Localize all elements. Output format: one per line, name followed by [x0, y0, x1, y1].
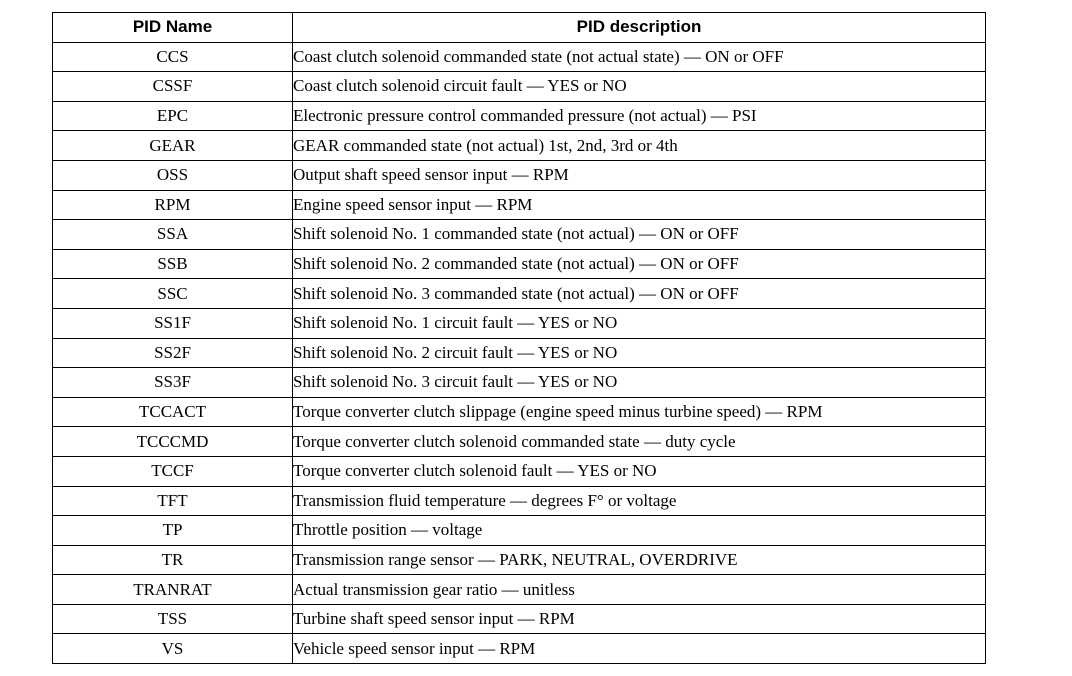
pid-name-cell: TP: [53, 516, 293, 546]
table-row: [53, 190, 986, 220]
pid-description-cell: Transmission range sensor — PARK, NEUTRAL, OVERDRIVE: [293, 545, 986, 575]
table-row: [53, 72, 986, 102]
pid-description-cell: Throttle position — voltage: [293, 516, 986, 546]
table-row: [53, 42, 986, 72]
pid-name-cell: GEAR: [53, 131, 293, 161]
pid-name-cell: SS3F: [53, 368, 293, 398]
pid-description-cell: GEAR commanded state (not actual) 1st, 2nd, 3rd or 4th: [293, 131, 986, 161]
pid-name-cell: TSS: [53, 604, 293, 634]
pid-name-cell: EPC: [53, 101, 293, 131]
table-row: [53, 308, 986, 338]
pid-name-cell: TCCACT: [53, 397, 293, 427]
table-row: [53, 131, 986, 161]
pid-description-cell: Torque converter clutch solenoid fault — YES or NO: [293, 456, 986, 486]
pid-name-cell: VS: [53, 634, 293, 664]
pid-description-cell: Torque converter clutch slippage (engine speed minus turbine speed) — RPM: [293, 397, 986, 427]
pid-description-cell: Vehicle speed sensor input — RPM: [293, 634, 986, 664]
pid-description-cell: Shift solenoid No. 3 circuit fault — YES or NO: [293, 368, 986, 398]
pid-name-cell: SSA: [53, 220, 293, 250]
pid-table: [52, 12, 986, 664]
table-row: [53, 397, 986, 427]
table-row: [53, 368, 986, 398]
pid-description-cell: Coast clutch solenoid circuit fault — YES or NO: [293, 72, 986, 102]
table-row: [53, 604, 986, 634]
pid-name-cell: SSB: [53, 249, 293, 279]
pid-description-cell: Actual transmission gear ratio — unitless: [293, 575, 986, 605]
pid-name-cell: TCCCMD: [53, 427, 293, 457]
table-body: [53, 42, 986, 663]
pid-description-cell: Shift solenoid No. 1 circuit fault — YES or NO: [293, 308, 986, 338]
header-pid-name: PID Name: [53, 13, 293, 43]
table-row: [53, 575, 986, 605]
pid-name-cell: SS1F: [53, 308, 293, 338]
pid-name-cell: TRANRAT: [53, 575, 293, 605]
pid-description-cell: Shift solenoid No. 2 circuit fault — YES or NO: [293, 338, 986, 368]
pid-description-cell: Electronic pressure control commanded pressure (not actual) — PSI: [293, 101, 986, 131]
table-row: [53, 486, 986, 516]
pid-name-cell: RPM: [53, 190, 293, 220]
header-pid-description: PID description: [293, 13, 986, 43]
table-row: [53, 249, 986, 279]
pid-name-cell: CCS: [53, 42, 293, 72]
pid-description-cell: Torque converter clutch solenoid commanded state — duty cycle: [293, 427, 986, 457]
pid-name-cell: TFT: [53, 486, 293, 516]
pid-name-cell: TR: [53, 545, 293, 575]
pid-name-cell: CSSF: [53, 72, 293, 102]
pid-description-cell: Transmission fluid temperature — degrees F° or voltage: [293, 486, 986, 516]
table-row: [53, 427, 986, 457]
pid-name-cell: OSS: [53, 160, 293, 190]
pid-name-cell: SSC: [53, 279, 293, 309]
pid-description-cell: Engine speed sensor input — RPM: [293, 190, 986, 220]
table-row: [53, 279, 986, 309]
pid-description-cell: Shift solenoid No. 3 commanded state (not actual) — ON or OFF: [293, 279, 986, 309]
pid-description-cell: Shift solenoid No. 1 commanded state (not actual) — ON or OFF: [293, 220, 986, 250]
pid-description-cell: Shift solenoid No. 2 commanded state (not actual) — ON or OFF: [293, 249, 986, 279]
pid-description-cell: Coast clutch solenoid commanded state (not actual state) — ON or OFF: [293, 42, 986, 72]
pid-description-cell: Output shaft speed sensor input — RPM: [293, 160, 986, 190]
table-row: [53, 338, 986, 368]
table-row: [53, 516, 986, 546]
pid-name-cell: TCCF: [53, 456, 293, 486]
table-row: [53, 545, 986, 575]
pid-description-cell: Turbine shaft speed sensor input — RPM: [293, 604, 986, 634]
table-row: [53, 101, 986, 131]
table-row: [53, 634, 986, 664]
table-header-row: [53, 13, 986, 43]
table-row: [53, 220, 986, 250]
table-row: [53, 160, 986, 190]
table-row: [53, 456, 986, 486]
pid-name-cell: SS2F: [53, 338, 293, 368]
